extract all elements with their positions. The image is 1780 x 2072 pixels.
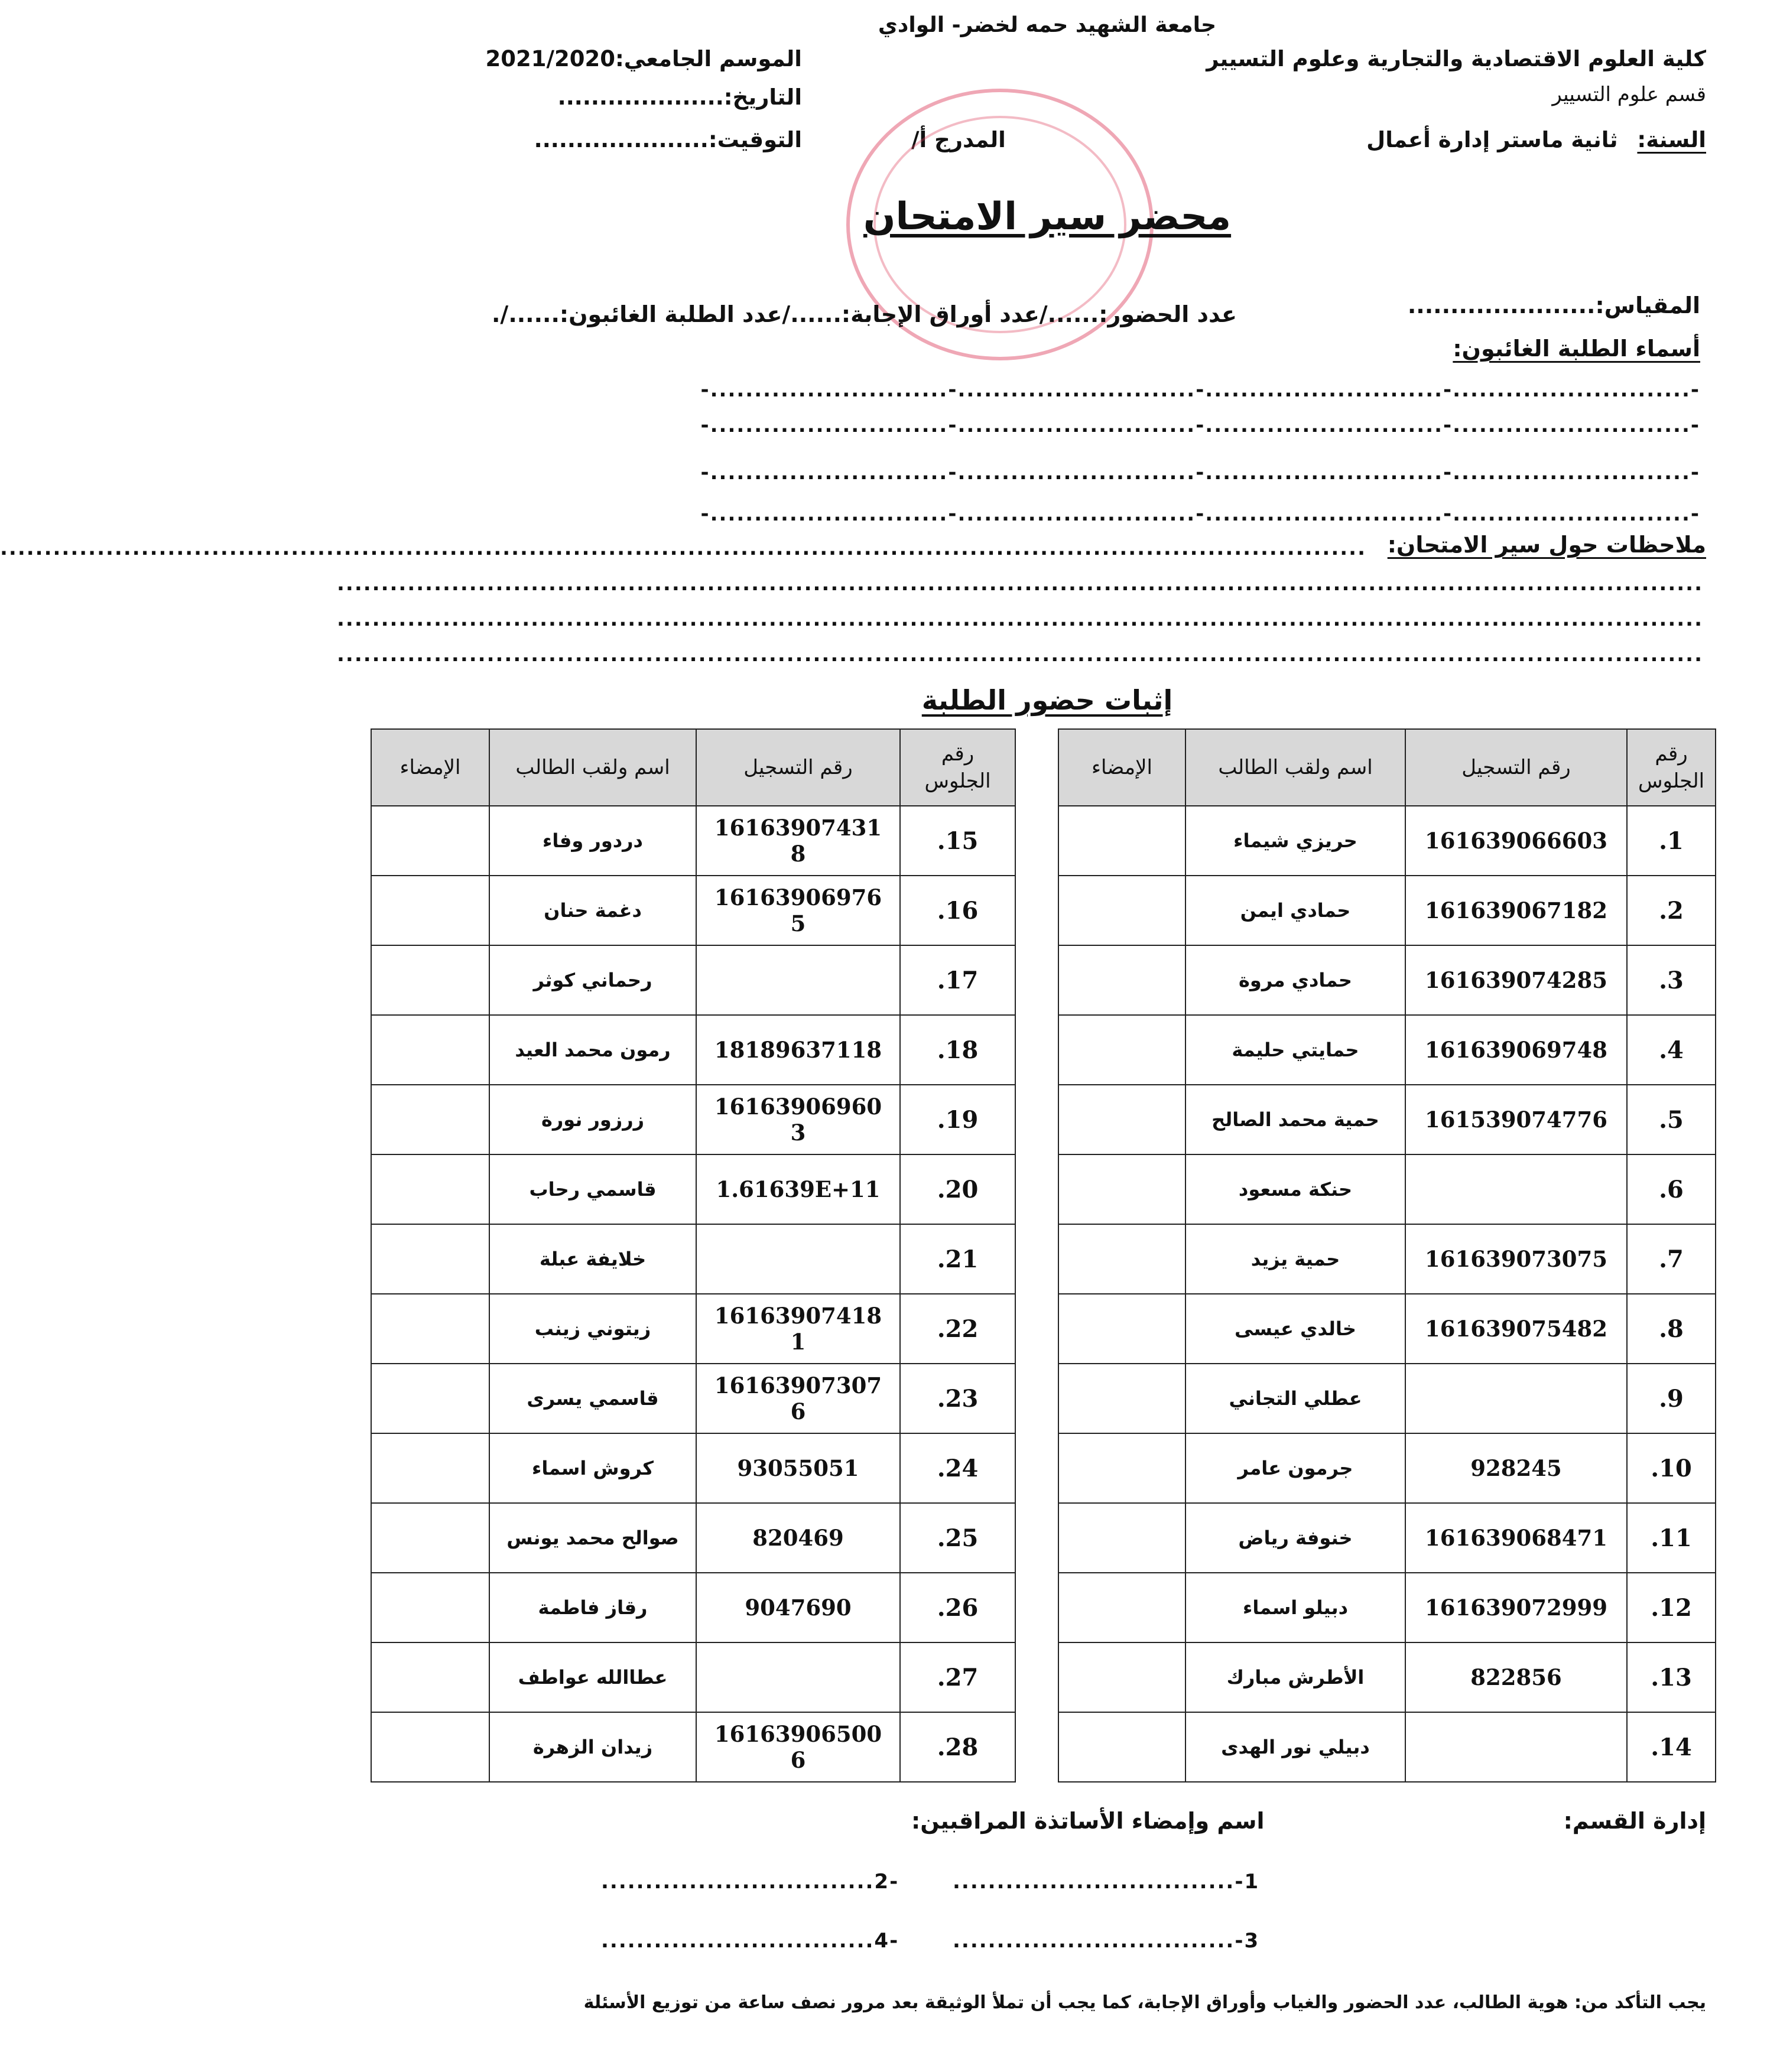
seat-number: 27. — [900, 1642, 1015, 1712]
registration-line-1: 16163907418 — [714, 1303, 882, 1329]
proctor-4: -4............................... — [601, 1929, 899, 1953]
signature-cell[interactable] — [371, 806, 489, 876]
registration-number — [696, 1154, 900, 1224]
signature-cell[interactable] — [1058, 1573, 1185, 1642]
registration-number: 161639066603 — [1405, 806, 1627, 876]
signature-cell[interactable] — [371, 1712, 489, 1782]
student-name: خنوفة رياض — [1185, 1503, 1405, 1573]
department-name: قسم علوم التسيير — [1552, 83, 1706, 106]
seat-number: 11. — [1627, 1503, 1716, 1573]
seat-number: 7. — [1627, 1224, 1716, 1294]
student-name: حمية محمد الصالح — [1185, 1085, 1405, 1154]
signature-cell[interactable] — [1058, 1364, 1185, 1433]
registration-number: 161639067182 — [1405, 876, 1627, 945]
registration-number — [696, 1433, 900, 1503]
registration-line-2: 8 — [790, 841, 806, 867]
seat-number: 8. — [1627, 1294, 1716, 1364]
table-row — [371, 876, 1015, 945]
notes-line-3: ........................................................................................................................................................... — [337, 607, 1703, 631]
proctor-3: 3-................................ — [953, 1929, 1260, 1953]
signature-cell[interactable] — [371, 1573, 489, 1642]
year-value: ثانية ماستر إدارة أعمال — [1366, 127, 1618, 152]
table-row — [1058, 1573, 1716, 1642]
registration-number — [696, 945, 900, 1015]
notes-line-2: ........................................................................................................................................................... — [337, 572, 1703, 596]
header-registration: رقم التسجيل — [1405, 729, 1627, 806]
subject-field: المقياس:...................... — [1407, 292, 1700, 318]
student-name: حريزي شيماء — [1185, 806, 1405, 876]
student-name: الأطرش مبارك — [1185, 1642, 1405, 1712]
registration-line-1: 16163906500 — [714, 1721, 882, 1747]
table-row — [1058, 1712, 1716, 1782]
signature-cell[interactable] — [1058, 1085, 1185, 1154]
student-name: حمادي مروة — [1185, 945, 1405, 1015]
table-row — [371, 1433, 1015, 1503]
signature-cell[interactable] — [1058, 876, 1185, 945]
registration-number: 161639068471 — [1405, 1503, 1627, 1573]
registration-number — [696, 1015, 900, 1085]
table-row — [371, 1294, 1015, 1364]
year-label: السنة: — [1637, 127, 1706, 152]
registration-number — [1405, 1154, 1627, 1224]
absent-row-4: -...........................-...........................-...........................-...........................- — [700, 502, 1700, 526]
signature-cell[interactable] — [371, 1294, 489, 1364]
table-row — [371, 1015, 1015, 1085]
table-row — [371, 1642, 1015, 1712]
seat-number: 22. — [900, 1294, 1015, 1364]
table-row — [371, 1712, 1015, 1782]
header-signature: الإمضاء — [1058, 729, 1185, 806]
registration-number: 928245 — [1405, 1433, 1627, 1503]
absent-row-2: -...........................-...........................-...........................-...........................- — [700, 414, 1700, 437]
registration-number — [696, 1294, 900, 1364]
student-name: رحماني كوثر — [489, 945, 696, 1015]
table-row — [371, 1085, 1015, 1154]
student-name: عطاالله عواطف — [489, 1642, 696, 1712]
absent-students-title: أسماء الطلبة الغائبون: — [1453, 336, 1700, 362]
department-admin-label: إدارة القسم: — [1563, 1808, 1706, 1834]
student-name: خالدي عيسى — [1185, 1294, 1405, 1364]
signature-cell[interactable] — [1058, 1712, 1185, 1782]
header-seat: رقم الجلوس — [900, 729, 1015, 806]
registration-line-1: 16163907431 — [714, 815, 882, 841]
seat-number: 26. — [900, 1573, 1015, 1642]
registration-number: 161639072999 — [1405, 1573, 1627, 1642]
table-row — [371, 1154, 1015, 1224]
registration-number — [696, 1085, 900, 1154]
seat-number: 4. — [1627, 1015, 1716, 1085]
student-name: رمون محمد العيد — [489, 1015, 696, 1085]
student-name: دبيلي نور الهدى — [1185, 1712, 1405, 1782]
signature-cell[interactable] — [371, 1085, 489, 1154]
proctor-2: -2............................... — [601, 1870, 899, 1894]
seat-number: 23. — [900, 1364, 1015, 1433]
attendance-title: إثبات حضور الطلبة — [921, 684, 1173, 716]
signature-cell[interactable] — [1058, 1154, 1185, 1224]
registration-line-1: 18189637118 — [714, 1037, 882, 1063]
student-name: قاسمي رحاب — [489, 1154, 696, 1224]
seat-number: 15. — [900, 806, 1015, 876]
student-name: حمية يزيد — [1185, 1224, 1405, 1294]
seat-number: 17. — [900, 945, 1015, 1015]
table-header-row — [1058, 729, 1716, 806]
registration-line-1: 820469 — [752, 1525, 844, 1551]
footer-note: يجب التأكد من: هوية الطالب، عدد الحضور والغياب وأوراق الإجابة، كما يجب أن تملأ الوثيقة بعد مرور نصف ساعة من توزيع الأسئلة — [583, 1992, 1706, 2013]
attendance-table-left — [371, 728, 1016, 1782]
signature-cell[interactable] — [371, 1642, 489, 1712]
signature-cell[interactable] — [371, 1154, 489, 1224]
seat-number: 9. — [1627, 1364, 1716, 1433]
signature-cell[interactable] — [371, 945, 489, 1015]
seat-number: 13. — [1627, 1642, 1716, 1712]
header-name: اسم ولقب الطالب — [489, 729, 696, 806]
signature-cell[interactable] — [371, 1224, 489, 1294]
seat-number: 18. — [900, 1015, 1015, 1085]
table-row — [1058, 1224, 1716, 1294]
table-row — [1058, 1085, 1716, 1154]
absent-row-3: -...........................-...........................-...........................-...........................- — [700, 461, 1700, 484]
student-name: دبيلو اسماء — [1185, 1573, 1405, 1642]
seat-number: 10. — [1627, 1433, 1716, 1503]
student-name: حنكة مسعود — [1185, 1154, 1405, 1224]
registration-line-1: 16163906960 — [714, 1094, 882, 1120]
table-row — [1058, 1503, 1716, 1573]
registration-line-2: 6 — [790, 1398, 806, 1424]
table-row — [371, 1503, 1015, 1573]
table-row — [1058, 1364, 1716, 1433]
registration-line-1: 93055051 — [737, 1455, 859, 1481]
notes-title: ملاحظات حول سير الامتحان: — [1387, 532, 1706, 558]
table-row — [371, 1364, 1015, 1433]
seat-number: 20. — [900, 1154, 1015, 1224]
table-row — [1058, 945, 1716, 1015]
student-name: حمادي ايمن — [1185, 876, 1405, 945]
registration-line-2: 3 — [790, 1120, 806, 1146]
seat-number: 28. — [900, 1712, 1015, 1782]
student-name: كروش اسماء — [489, 1433, 696, 1503]
registration-number — [1405, 1364, 1627, 1433]
table-row — [1058, 1154, 1716, 1224]
student-name: خلايفة عبلة — [489, 1224, 696, 1294]
signature-cell[interactable] — [1058, 1433, 1185, 1503]
registration-line-2: 6 — [790, 1747, 806, 1773]
table-row — [1058, 876, 1716, 945]
registration-number — [696, 876, 900, 945]
student-name: جرمون عامر — [1185, 1433, 1405, 1503]
signature-cell[interactable] — [371, 1364, 489, 1433]
registration-number: 822856 — [1405, 1642, 1627, 1712]
signature-cell[interactable] — [1058, 1503, 1185, 1573]
seat-number: 1. — [1627, 806, 1716, 876]
registration-line-1: 16163906976 — [714, 884, 882, 910]
seat-number: 2. — [1627, 876, 1716, 945]
registration-number — [696, 1364, 900, 1433]
signature-cell[interactable] — [371, 1433, 489, 1503]
header-registration: رقم التسجيل — [696, 729, 900, 806]
registration-line-2: 1 — [790, 1329, 806, 1355]
header-name: اسم ولقب الطالب — [1185, 729, 1405, 806]
table-row — [1058, 806, 1716, 876]
student-name: زيدان الزهرة — [489, 1712, 696, 1782]
seat-number: 24. — [900, 1433, 1015, 1503]
registration-line-2: 5 — [790, 910, 806, 936]
signature-cell[interactable] — [1058, 806, 1185, 876]
student-name: دردور وفاء — [489, 806, 696, 876]
registration-number — [1405, 1712, 1627, 1782]
table-header-row — [371, 729, 1015, 806]
registration-line-1: 9047690 — [745, 1595, 852, 1621]
table-row — [1058, 1294, 1716, 1364]
seat-number: 14. — [1627, 1712, 1716, 1782]
faculty-name: كلية العلوم الاقتصادية والتجارية وعلوم التسيير — [1206, 46, 1706, 71]
proctor-1: 1-................................ — [953, 1870, 1260, 1894]
registration-line-1: 16163907307 — [714, 1372, 882, 1398]
student-name: عطلي التجاني — [1185, 1364, 1405, 1433]
table-row — [1058, 1433, 1716, 1503]
table-row — [371, 1573, 1015, 1642]
seat-number: 21. — [900, 1224, 1015, 1294]
student-name: دغمة حنان — [489, 876, 696, 945]
student-name: زرزور نورة — [489, 1085, 696, 1154]
signature-cell[interactable] — [371, 1015, 489, 1085]
notes-line-1: ........................................................................................................................................................... — [0, 536, 1366, 560]
proctors-title: اسم وإمضاء الأساتذة المراقبين: — [911, 1808, 1265, 1834]
registration-number: 161539074776 — [1405, 1085, 1627, 1154]
academic-season: الموسم الجامعي:2021/2020 — [485, 46, 802, 71]
seat-number: 12. — [1627, 1573, 1716, 1642]
registration-line-1: 1.61639E+11 — [716, 1176, 881, 1202]
student-name: زيتوني زينب — [489, 1294, 696, 1364]
signature-cell[interactable] — [1058, 1015, 1185, 1085]
registration-number — [696, 806, 900, 876]
notes-line-4: ........................................................................................................................................................... — [337, 643, 1703, 666]
table-row — [371, 806, 1015, 876]
year-row — [1366, 127, 1706, 152]
student-name: رقاز فاطمة — [489, 1573, 696, 1642]
signature-cell[interactable] — [1058, 1642, 1185, 1712]
student-name: حمايتي حليمة — [1185, 1015, 1405, 1085]
seat-number: 6. — [1627, 1154, 1716, 1224]
table-row — [371, 945, 1015, 1015]
timing-field: التوقيت:..................... — [534, 127, 802, 152]
registration-number — [696, 1573, 900, 1642]
date-field: التاريخ:.................... — [557, 84, 802, 110]
seat-number: 5. — [1627, 1085, 1716, 1154]
registration-number — [696, 1642, 900, 1712]
registration-number: 161639074285 — [1405, 945, 1627, 1015]
counts-field: عدد الحضور:....../عدد أوراق الإجابة:....../عدد الطلبة الغائبون:....../. — [492, 301, 1237, 327]
registration-number — [696, 1503, 900, 1573]
seat-number: 16. — [900, 876, 1015, 945]
attendance-table-right — [1058, 728, 1716, 1782]
registration-number: 161639073075 — [1405, 1224, 1627, 1294]
seat-number: 3. — [1627, 945, 1716, 1015]
registration-number — [696, 1712, 900, 1782]
signature-cell[interactable] — [1058, 1294, 1185, 1364]
table-row — [1058, 1015, 1716, 1085]
page-title: محضر سير الامتحان — [863, 195, 1232, 239]
hall-label: المدرج أ/ — [911, 127, 1006, 152]
university-name: جامعة الشهيد حمه لخضر- الوادي — [878, 13, 1217, 37]
absent-row-1: -...........................-...........................-...........................-...........................- — [700, 378, 1700, 402]
seat-number: 25. — [900, 1503, 1015, 1573]
registration-number: 161639069748 — [1405, 1015, 1627, 1085]
header-signature: الإمضاء — [371, 729, 489, 806]
signature-cell[interactable] — [1058, 945, 1185, 1015]
table-row — [371, 1224, 1015, 1294]
table-row — [1058, 1642, 1716, 1712]
signature-cell[interactable] — [371, 1503, 489, 1573]
registration-number: 161639075482 — [1405, 1294, 1627, 1364]
header-seat: رقم الجلوس — [1627, 729, 1716, 806]
signature-cell[interactable] — [1058, 1224, 1185, 1294]
signature-cell[interactable] — [371, 876, 489, 945]
student-name: صوالح محمد يونس — [489, 1503, 696, 1573]
student-name: قاسمي يسرى — [489, 1364, 696, 1433]
seat-number: 19. — [900, 1085, 1015, 1154]
registration-number — [696, 1224, 900, 1294]
